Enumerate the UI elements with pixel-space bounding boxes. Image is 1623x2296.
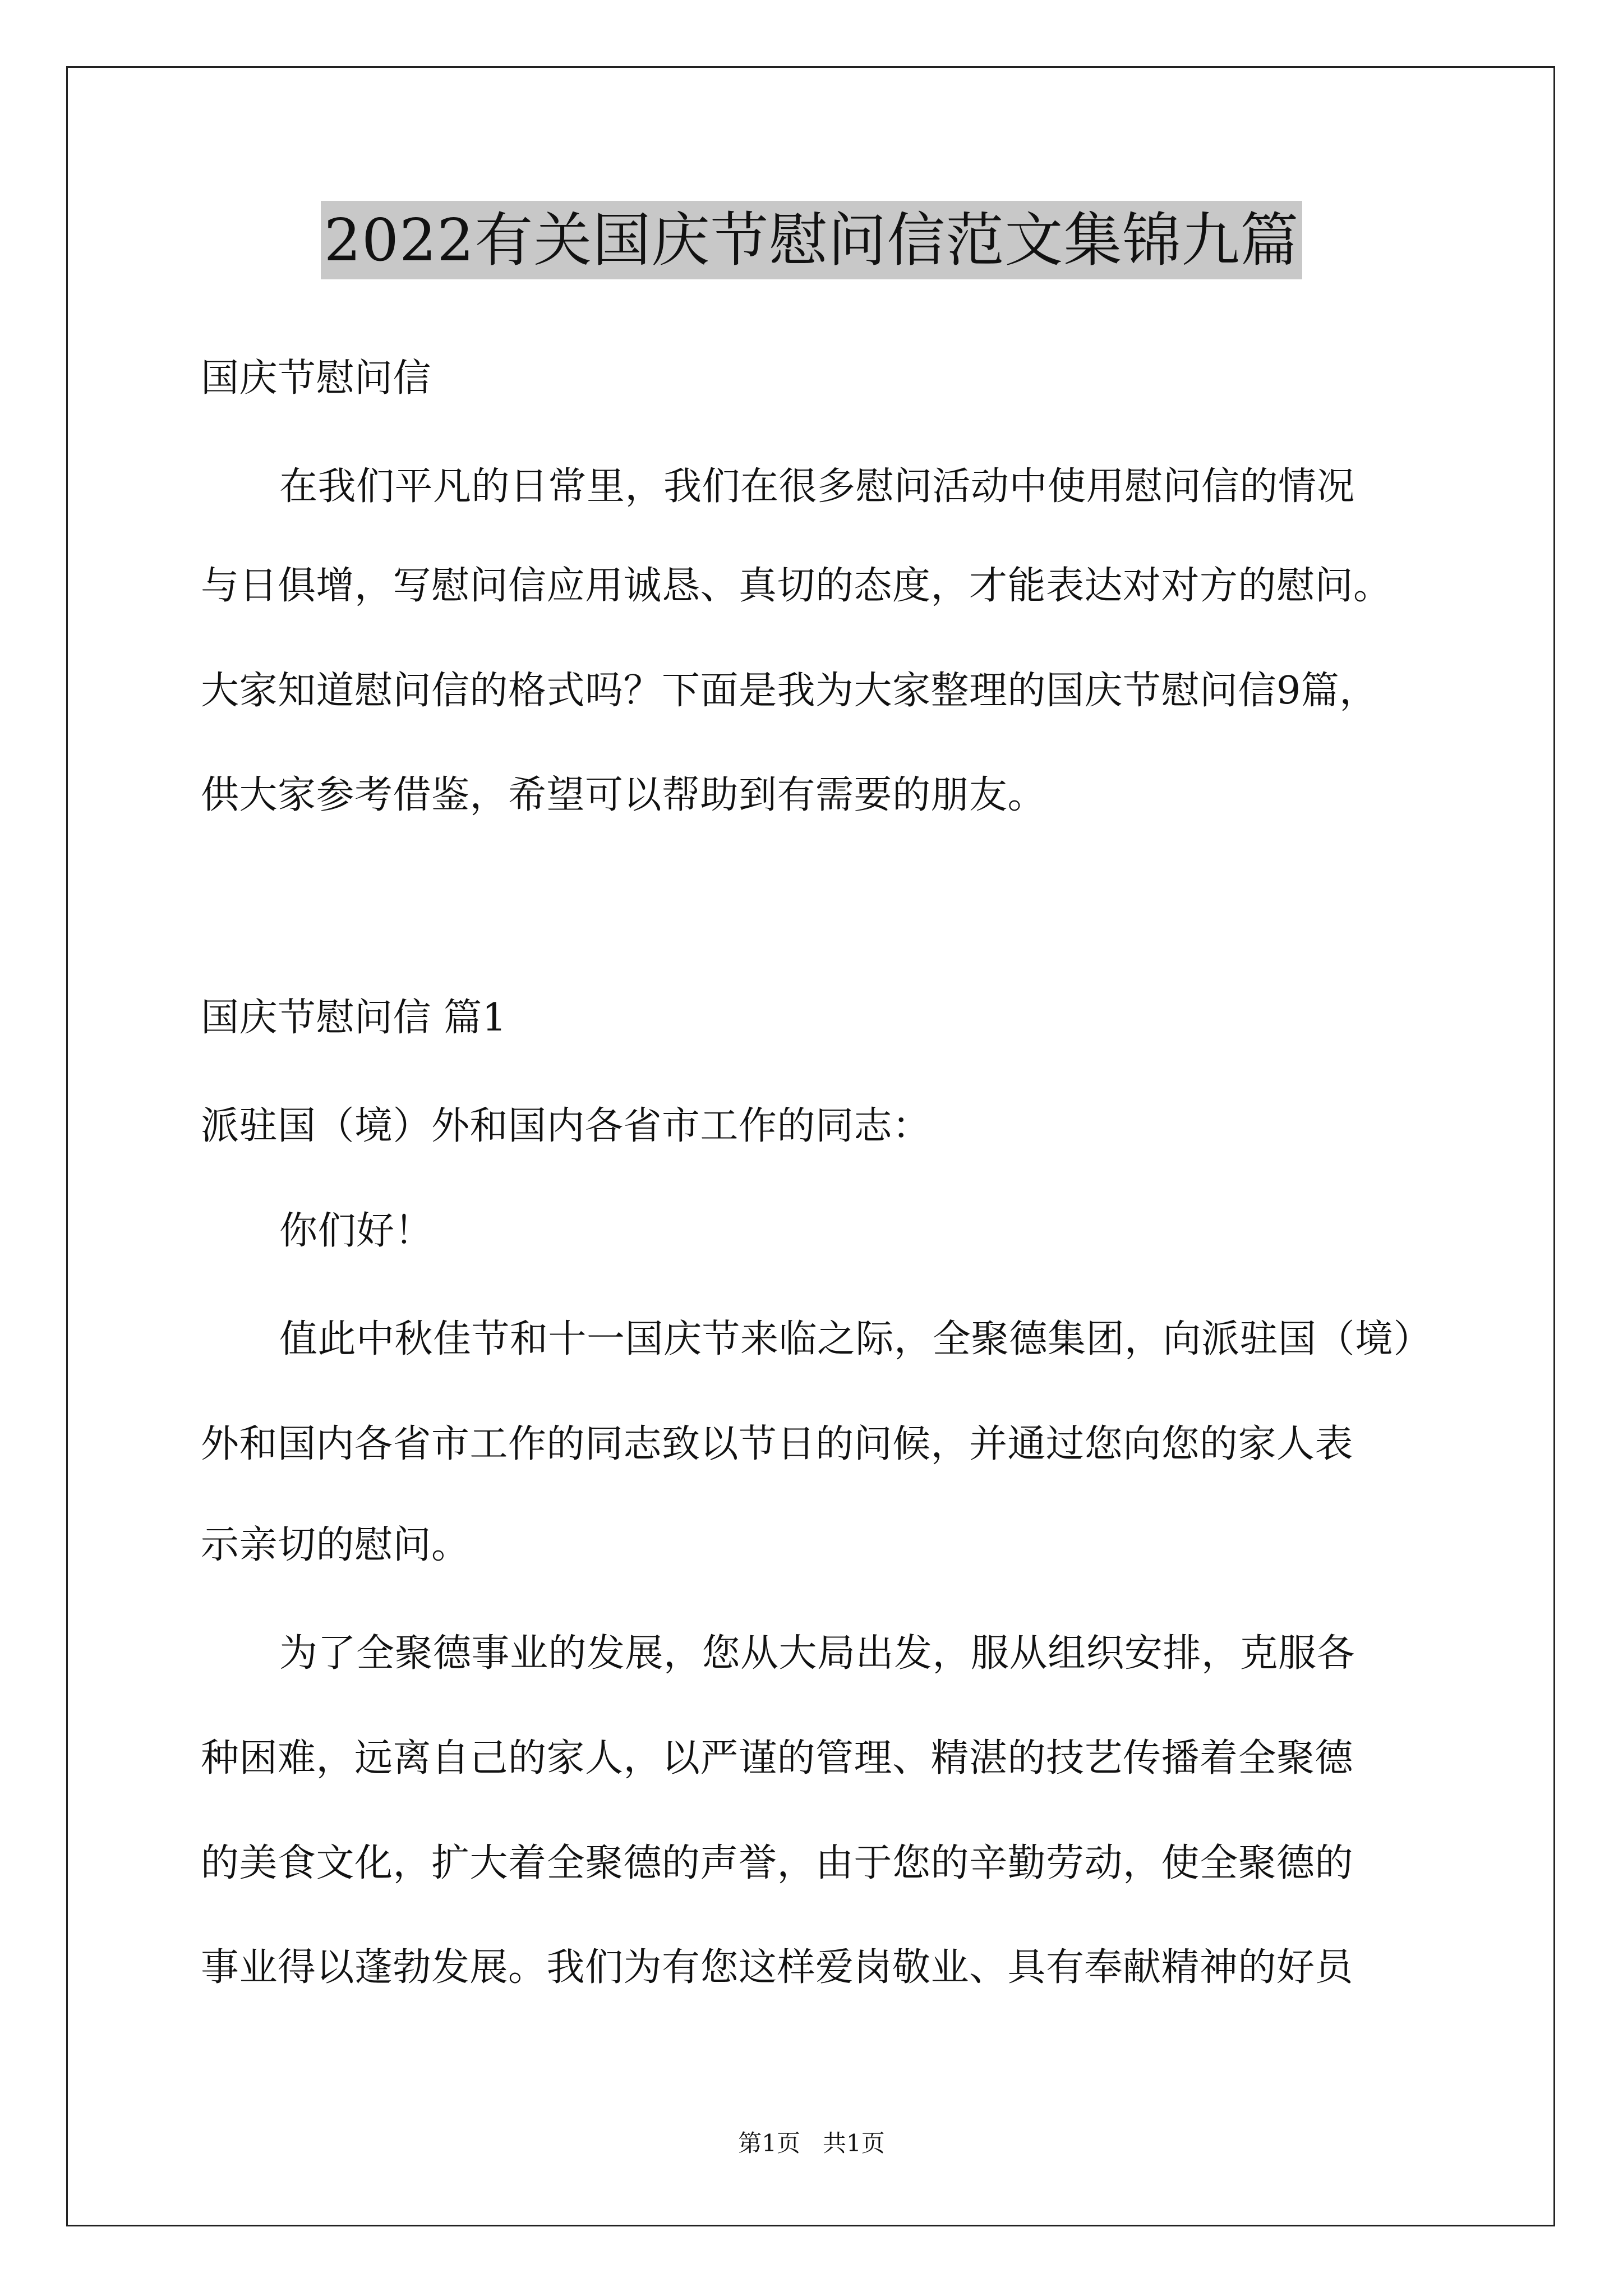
page-footer: 第1页 共1页 xyxy=(738,2129,885,2157)
greeting: 你们好！ xyxy=(279,1209,434,1253)
paragraph-line: 示亲切的慰问。 xyxy=(201,1523,470,1567)
section-heading: 国庆节慰问信 篇1 xyxy=(201,996,507,1040)
paragraph-line: 在我们平凡的日常里，我们在很多慰问活动中使用慰问信的情况 xyxy=(279,464,1355,509)
paragraph-line: 大家知道慰问信的格式吗？下面是我为大家整理的国庆节慰问信9篇， xyxy=(201,669,1378,713)
paragraph-line: 外和国内各省市工作的同志致以节日的问候，并通过您向您的家人表 xyxy=(201,1422,1354,1466)
paragraph-line: 供大家参考借鉴，希望可以帮助到有需要的朋友。 xyxy=(201,773,1046,817)
section-heading: 国庆节慰问信 xyxy=(201,356,432,401)
paragraph-line: 事业得以蓬勃发展。我们为有您这样爱岗敬业、具有奉献精神的好员 xyxy=(201,1945,1354,1990)
title-block xyxy=(0,201,1623,279)
paragraph-line: 的美食文化，扩大着全聚德的声誉，由于您的辛勤劳动，使全聚德的 xyxy=(201,1841,1354,1885)
paragraph-line: 与日俱增，写慰问信应用诚恳、真切的态度，才能表达对对方的慰问。 xyxy=(201,564,1392,608)
document-title: 2022有关国庆节慰问信范文集锦九篇 xyxy=(321,201,1303,279)
paragraph-line: 值此中秋佳节和十一国庆节来临之际，全聚德集团，向派驻国（境） xyxy=(279,1317,1432,1361)
paragraph-line: 种困难，远离自己的家人，以严谨的管理、精湛的技艺传播着全聚德 xyxy=(201,1736,1354,1780)
paragraph-line: 为了全聚德事业的发展，您从大局出发，服从组织安排，克服各 xyxy=(279,1631,1355,1676)
salutation: 派驻国（境）外和国内各省市工作的同志： xyxy=(201,1104,931,1148)
